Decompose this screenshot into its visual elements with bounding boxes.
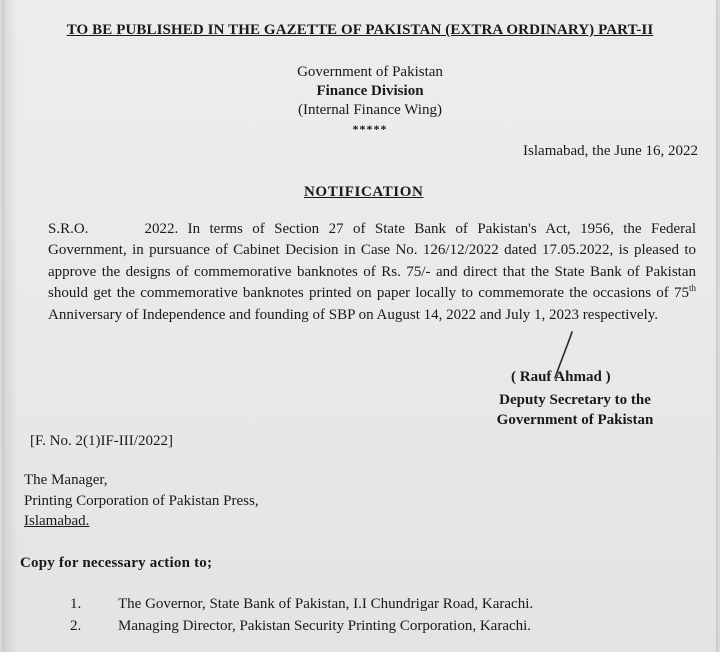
- file-number: [F. No. 2(1)IF-III/2022]: [30, 433, 173, 449]
- notification-title: NOTIFICATION: [304, 184, 424, 200]
- copy-item-number: 2.: [70, 618, 82, 634]
- signatory-title: [480, 390, 670, 430]
- notification-body: [48, 219, 696, 326]
- header-stars: *****: [352, 122, 388, 136]
- government-name: Government of Pakistan: [297, 64, 443, 80]
- sro-prefix: S.R.O.: [48, 221, 89, 237]
- gazette-heading: TO BE PUBLISHED IN THE GAZETTE OF PAKISTAN (EXTRA ORDINARY) PART-II: [66, 22, 654, 38]
- addressee-block: [24, 470, 259, 532]
- body-text-part1: 2022. In terms of Section 27 of State Bank of Pakistan's Act, 1956, the Federal Government, in pursuance of Cabinet Decision in Case No. 126/12/2022 dated 17.05.2022, is pleased to approve the designs of commemorative banknotes of Rs. 75/- and direct that the State Bank of Pakistan should get the commemorative banknotes printed on paper locally to commemorate the occasions of 75: [48, 221, 696, 302]
- copy-item-text: The Governor, State Bank of Pakistan, I.I Chundrigar Road, Karachi.: [118, 596, 534, 612]
- copy-list-item: [70, 618, 690, 638]
- signatory-name: ( Rauf Ahmad ): [511, 369, 611, 385]
- copy-list-item: [70, 596, 690, 616]
- copy-item-number: 1.: [70, 596, 82, 612]
- addressee-line2: Printing Corporation of Pakistan Press,: [24, 492, 259, 509]
- signatory-title-line2: Government of Pakistan: [496, 412, 654, 428]
- document-page: [4, 0, 716, 652]
- copy-item-text: Managing Director, Pakistan Security Printing Corporation, Karachi.: [118, 618, 532, 634]
- addressee-line3: Islamabad.: [24, 513, 90, 529]
- copy-heading: Copy for necessary action to;: [20, 555, 213, 571]
- signatory-title-line1: Deputy Secretary to the: [499, 392, 651, 408]
- wing-name: (Internal Finance Wing): [297, 102, 443, 118]
- division-name: Finance Division: [316, 83, 424, 99]
- addressee-line1: The Manager,: [24, 472, 108, 488]
- body-text-part2: Anniversary of Independence and founding of SBP on August 14, 2022 and July 1, 2023 respectively.: [48, 306, 659, 323]
- date-line: Islamabad, the June 16, 2022: [523, 143, 698, 159]
- ordinal-suffix: th: [688, 283, 696, 294]
